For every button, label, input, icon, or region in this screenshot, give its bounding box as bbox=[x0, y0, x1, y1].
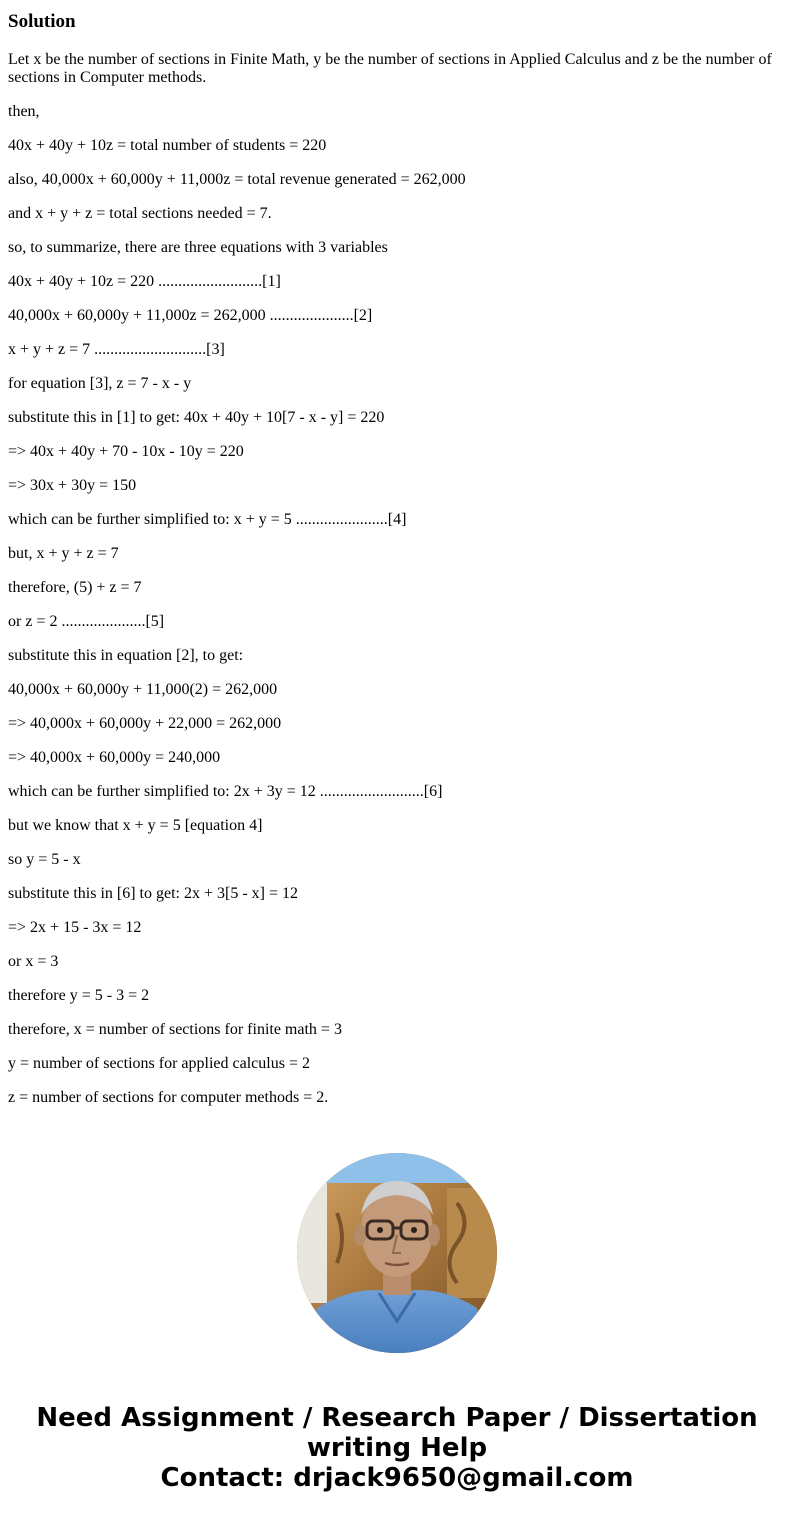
equation-line: x + y + z = 7 ............................[3] bbox=[8, 341, 225, 358]
text-line: which can be further simplified to: 2x + 3y = 12 ..........................[6] bbox=[8, 783, 443, 800]
text-line: then, bbox=[8, 103, 40, 120]
equation-line: 40x + 40y + 10z = total number of students = 220 bbox=[8, 137, 327, 154]
equation-line: 40x + 40y + 10z = 220 ..........................[1] bbox=[8, 273, 281, 290]
text-line: so, to summarize, there are three equations with 3 variables bbox=[8, 239, 388, 256]
result-line: therefore, x = number of sections for finite math = 3 bbox=[8, 1021, 342, 1038]
promo-contact: Contact: drjack9650@gmail.com bbox=[160, 1463, 634, 1493]
text-line: substitute this in [1] to get: 40x + 40y + 10[7 - x - y] = 220 bbox=[8, 409, 385, 426]
intro-paragraph: Let x be the number of sections in Finite Math, y be the number of sections in Applied Calculus and z be the number of sections in Computer methods. bbox=[8, 51, 772, 86]
equation-line: 40,000x + 60,000y + 11,000(2) = 262,000 bbox=[8, 681, 278, 698]
equation-line: => 40,000x + 60,000y + 22,000 = 262,000 bbox=[8, 715, 282, 732]
equation-line: => 2x + 15 - 3x = 12 bbox=[8, 919, 142, 936]
equation-line: so y = 5 - x bbox=[8, 851, 81, 868]
text-line: but we know that x + y = 5 [equation 4] bbox=[8, 817, 263, 834]
author-avatar bbox=[297, 1153, 497, 1353]
equation-line: therefore, (5) + z = 7 bbox=[8, 579, 142, 596]
text-line: substitute this in equation [2], to get: bbox=[8, 647, 244, 664]
equation-line: or z = 2 .....................[5] bbox=[8, 613, 165, 630]
solution-title: Solution bbox=[8, 11, 76, 32]
equation-line: or x = 3 bbox=[8, 953, 59, 970]
equation-line: therefore y = 5 - 3 = 2 bbox=[8, 987, 150, 1004]
equation-line: => 40,000x + 60,000y = 240,000 bbox=[8, 749, 221, 766]
promo-line-1: Need Assignment / Research Paper / Dissertation bbox=[36, 1403, 758, 1433]
text-line: for equation [3], z = 7 - x - y bbox=[8, 375, 192, 392]
promo-banner bbox=[0, 1403, 794, 1493]
equation-line: also, 40,000x + 60,000y + 11,000z = total revenue generated = 262,000 bbox=[8, 171, 466, 188]
equation-line: but, x + y + z = 7 bbox=[8, 545, 119, 562]
text-line: substitute this in [6] to get: 2x + 3[5 - x] = 12 bbox=[8, 885, 299, 902]
equation-line: => 40x + 40y + 70 - 10x - 10y = 220 bbox=[8, 443, 244, 460]
result-line: z = number of sections for computer methods = 2. bbox=[8, 1089, 329, 1106]
equation-line: 40,000x + 60,000y + 11,000z = 262,000 .....................[2] bbox=[8, 307, 373, 324]
result-line: y = number of sections for applied calculus = 2 bbox=[8, 1055, 310, 1072]
promo-line-2: writing Help bbox=[306, 1433, 488, 1463]
text-line: which can be further simplified to: x + y = 5 .......................[4] bbox=[8, 511, 407, 528]
equation-line: => 30x + 30y = 150 bbox=[8, 477, 137, 494]
equation-line: and x + y + z = total sections needed = 7. bbox=[8, 205, 272, 222]
